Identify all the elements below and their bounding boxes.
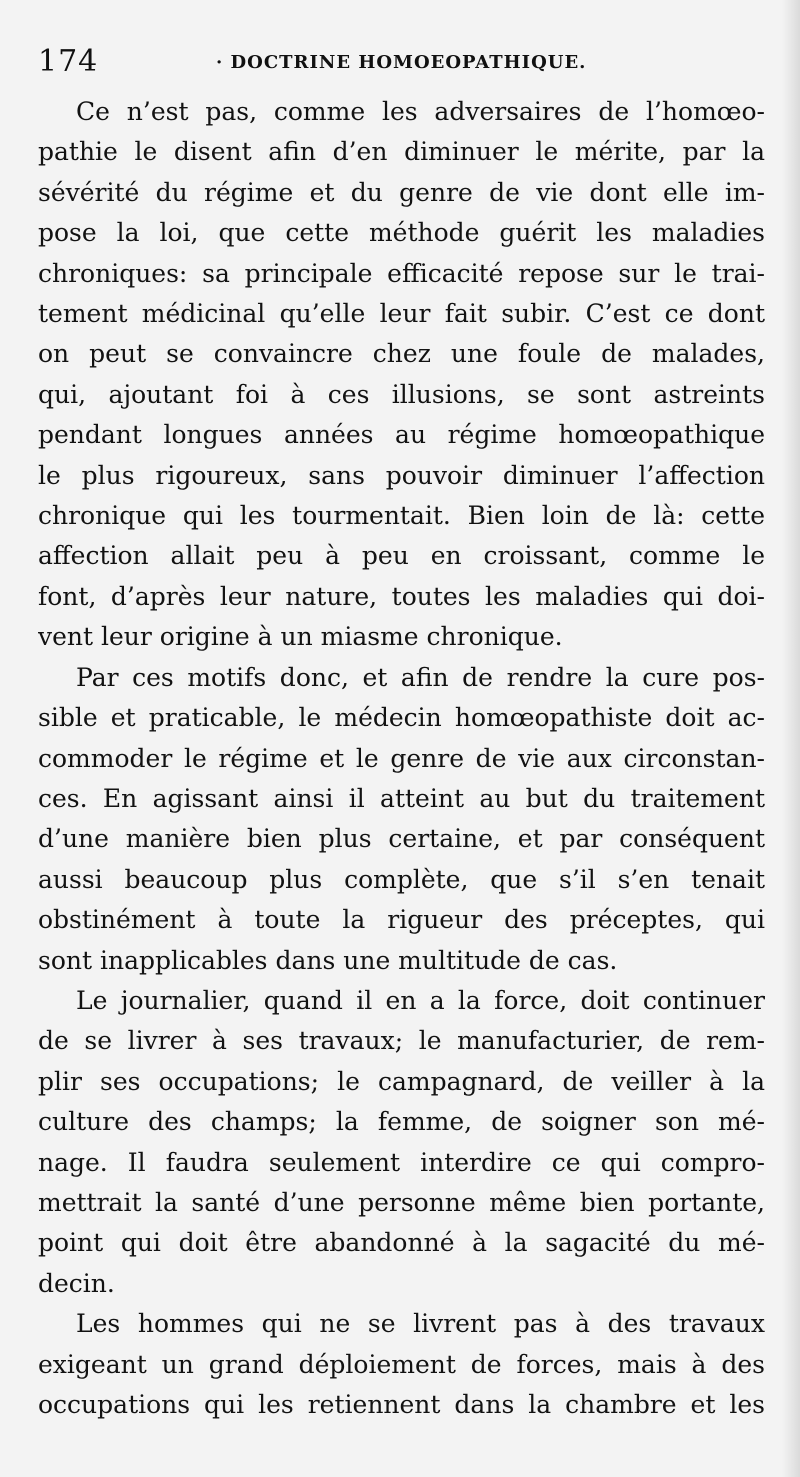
text-line: pose la loi, que cette méthode guérit les maladies	[38, 218, 765, 248]
text-line: aussi beaucoup plus complète, que s’il s’en tenait	[38, 864, 765, 894]
text-line: culture des champs; la femme, de soigner son mé-	[38, 1107, 765, 1137]
text-line: mettrait la santé d’une personne même bien portante,	[38, 1187, 765, 1217]
text-line: vent leur origine à un miasme chronique.	[38, 622, 563, 652]
text-line: pathie le disent afin d’en diminuer le mérite, par la	[38, 137, 765, 167]
page-number: 174	[38, 44, 99, 79]
page-edge-shadow	[782, 0, 800, 1477]
paragraph	[38, 92, 765, 658]
text-line: commoder le régime et le genre de vie aux circonstan-	[38, 743, 765, 773]
text-line: qui, ajoutant foi à ces illusions, se sont astreints	[38, 379, 765, 409]
paragraph	[38, 658, 765, 981]
page-header	[38, 40, 768, 80]
text-line: sévérité du régime et du genre de vie dont elle im-	[38, 177, 765, 207]
text-line: Les hommes qui ne se livrent pas à des travaux	[76, 1309, 765, 1339]
text-line: ces. En agissant ainsi il atteint au but du traitement	[38, 783, 765, 813]
text-line: on peut se convaincre chez une foule de malades,	[38, 339, 765, 369]
text-line: le plus rigoureux, sans pouvoir diminuer l’affection	[38, 460, 765, 490]
text-line: point qui doit être abandonné à la sagacité du mé-	[38, 1228, 765, 1258]
text-line: obstinément à toute la rigueur des préceptes, qui	[38, 905, 765, 935]
text-line: d’une manière bien plus certaine, et par conséquent	[38, 824, 765, 854]
text-line: exigeant un grand déploiement de forces, mais à des	[38, 1349, 765, 1379]
text-line: sible et praticable, le médecin homœopathiste doit ac-	[38, 703, 765, 733]
text-line: sont inapplicables dans une multitude de cas.	[38, 945, 618, 975]
text-line: decin.	[38, 1268, 115, 1298]
text-line: chronique qui les tourmentait. Bien loin de là: cette	[38, 501, 765, 531]
text-line: Le journalier, quand il en a la force, doit continuer	[76, 985, 765, 1015]
text-line: affection allait peu à peu en croissant, comme le	[38, 541, 765, 571]
text-line: de se livrer à ses travaux; le manufacturier, de rem-	[38, 1026, 765, 1056]
text-line: nage. Il faudra seulement interdire ce qui compro-	[38, 1147, 765, 1177]
text-line: Par ces motifs donc, et afin de rendre la cure pos-	[76, 662, 765, 692]
text-line: tement médicinal qu’elle leur fait subir. C’est ce dont	[38, 299, 765, 329]
running-head: · DOCTRINE HOMOEOPATHIQUE.	[216, 52, 587, 73]
text-line: plir ses occupations; le campagnard, de veiller à la	[38, 1066, 765, 1096]
paragraph	[38, 1304, 765, 1425]
text-line: pendant longues années au régime homœopathique	[38, 420, 765, 450]
text-line: Ce n’est pas, comme les adversaires de l’homœo-	[76, 97, 765, 126]
paragraph	[38, 981, 765, 1304]
text-line: occupations qui les retiennent dans la chambre et les	[38, 1390, 765, 1419]
text-line: font, d’après leur nature, toutes les maladies qui doi-	[38, 581, 765, 611]
text-line: chroniques: sa principale efficacité repose sur le trai-	[38, 258, 765, 288]
body-text	[38, 92, 765, 1425]
